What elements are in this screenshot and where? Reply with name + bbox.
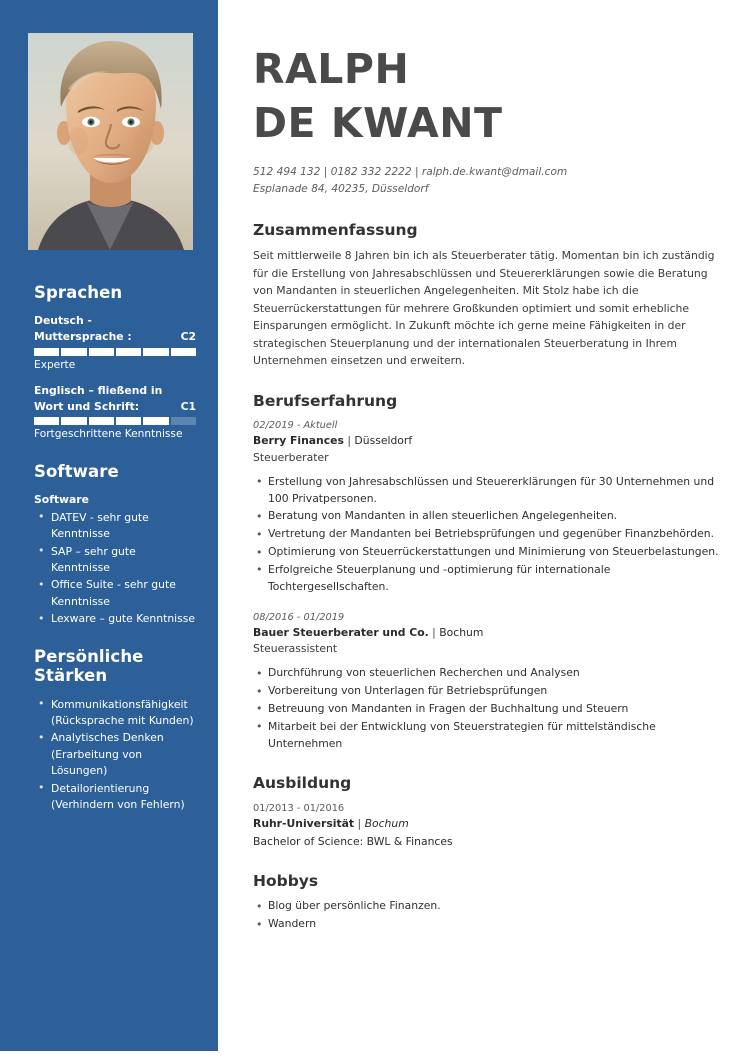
list-item: • Mitarbeit bei der Entwicklung von Steuerstrategien für mittelständische Unternehmen <box>253 719 723 753</box>
list-item: • Optimierung von Steuerrückerstattungen und Minimierung von Steuerbelastungen. <box>253 544 723 561</box>
contact-info <box>253 164 723 198</box>
last-name: DE KWANT <box>253 99 503 148</box>
section-heading-summary: Zusammenfassung <box>253 220 418 239</box>
degree-title: Bachelor of Science: BWL & Finances <box>253 834 453 848</box>
list-item: • Durchführung von steuerlichen Recherchen und Analysen <box>253 665 723 682</box>
experience-entry <box>253 610 723 753</box>
rating-segment <box>34 348 59 356</box>
profile-photo <box>28 33 193 250</box>
language-row <box>34 383 196 414</box>
list-item: • Erstellung von Jahresabschlüssen und Steuererklärungen für 30 Unternehmen und 100 Privatpersonen. <box>253 474 723 508</box>
rating-segment <box>61 348 86 356</box>
section-experience <box>253 392 723 753</box>
sidebar <box>0 0 218 1051</box>
list-item: • Wandern <box>253 916 723 933</box>
language-rating-bar <box>34 417 196 425</box>
list-item: • SAP – sehr gute Kenntnisse <box>34 544 196 577</box>
rating-segment <box>89 417 114 425</box>
sidebar-section-languages <box>34 283 196 443</box>
contact-line-primary: 512 494 132 | 0182 332 2222 | ralph.de.kwant@dmail.com <box>253 166 568 179</box>
entry-organization <box>253 816 723 833</box>
entry-role: Steuerberater <box>253 451 329 465</box>
summary-text: Seit mittlerweile 8 Jahren bin ich als Steuerberater tätig. Momentan bin ich zuständig für die Erstellung von Jahresabschlüssen und Steuererklärungen sowie die Beratung von Mandanten in steuerlichen Angelegenheiten. Mit Stolz habe ich die Steuerrückerstattungen für mehrere Großkunden optimiert und somit erhebliche Einsparungen ermöglicht. In Zukunft möchte ich gerne meine Fähigkeiten in der strategischen Steuerplanung und der internationalen Steuerberatung in Ihrem Unternehmen einsetzen und erweitern. <box>253 249 715 368</box>
list-item: • Betreuung von Mandanten in Fragen der Buchhaltung und Steuern <box>253 701 723 718</box>
list-item: • Vorbereitung von Unterlagen für Betriebsprüfungen <box>253 683 723 700</box>
profile-photo-image <box>28 33 193 250</box>
list-item: • Lexware – gute Kenntnisse <box>34 611 196 627</box>
language-description: Fortgeschrittene Kenntnisse <box>34 428 183 441</box>
rating-segment <box>171 348 196 356</box>
language-name: Englisch – fließend in Wort und Schrift: <box>34 384 163 413</box>
software-sublabel: Software <box>34 493 89 507</box>
separator: | <box>357 817 362 831</box>
experience-bullets <box>253 665 723 752</box>
entry-date: 08/2016 - 01/2019 <box>253 611 345 623</box>
rating-segment <box>143 417 168 425</box>
hobbies-list <box>253 898 723 933</box>
sidebar-section-software <box>34 462 196 628</box>
rating-segment <box>143 348 168 356</box>
strengths-list <box>34 697 196 814</box>
language-name: Deutsch - Muttersprache : <box>34 314 132 344</box>
sidebar-heading-software: Software <box>34 461 119 481</box>
entry-organization <box>253 433 723 450</box>
language-description: Experte <box>34 358 76 371</box>
separator: | <box>347 434 351 448</box>
entry-date: 01/2013 - 01/2016 <box>253 802 345 814</box>
list-item: • Detailorientierung (Verhindern von Fehlern) <box>34 781 196 814</box>
section-summary <box>253 221 723 370</box>
page-title <box>253 0 723 150</box>
section-heading-hobbies: Hobbys <box>253 871 319 890</box>
section-hobbies <box>253 872 723 933</box>
list-item: • Beratung von Mandanten in allen steuerlichen Angelegenheiten. <box>253 508 723 525</box>
sidebar-section-strengths <box>34 647 196 814</box>
list-item: • Erfolgreiche Steuerplanung und -optimierung für internationale Tochtergesellschaften. <box>253 562 723 596</box>
experience-entry <box>253 418 723 595</box>
contact-line-address: Esplanade 84, 40235, Düsseldorf <box>253 183 429 196</box>
language-level: C2 <box>180 330 196 344</box>
main-content <box>253 0 723 934</box>
rating-segment-empty <box>171 417 196 425</box>
rating-segment <box>61 417 86 425</box>
list-item: • Kommunikationsfähigkeit (Rücksprache mit Kunden) <box>34 697 196 730</box>
rating-segment <box>116 348 141 356</box>
education-entry <box>253 801 723 850</box>
entry-organization <box>253 625 723 642</box>
language-item-english <box>34 383 196 443</box>
rating-segment <box>34 417 59 425</box>
first-name: RALPH <box>253 45 410 93</box>
separator: | <box>432 625 436 639</box>
section-education <box>253 774 723 850</box>
section-heading-education: Ausbildung <box>253 774 352 793</box>
company-name: Berry Finances <box>253 434 344 448</box>
list-item: • Vertretung der Mandanten bei Betriebsprüfungen und gegenüber Finanzbehörden. <box>253 526 723 543</box>
section-heading-experience: Berufserfahrung <box>253 391 398 410</box>
list-item: • DATEV - sehr gute Kenntnisse <box>34 510 196 543</box>
rating-segment <box>89 348 114 356</box>
language-rating-bar <box>34 348 196 356</box>
company-name: Bauer Steuerberater und Co. <box>253 625 429 639</box>
experience-bullets <box>253 474 723 596</box>
entry-location: Düsseldorf <box>354 434 413 448</box>
language-level: C1 <box>180 399 196 413</box>
entry-location: Bochum <box>439 625 484 639</box>
rating-segment <box>116 417 141 425</box>
sidebar-heading-strengths: Persönliche Stärken <box>34 646 144 686</box>
school-name: Ruhr-Universität <box>253 817 355 831</box>
sidebar-heading-languages: Sprachen <box>34 283 123 302</box>
list-item: • Office Suite - sehr gute Kenntnisse <box>34 577 196 610</box>
list-item: • Analytisches Denken (Erarbeitung von Lösungen) <box>34 730 196 779</box>
language-item-german <box>34 313 196 373</box>
entry-role: Steuerassistent <box>253 642 338 656</box>
entry-date: 02/2019 - Aktuell <box>253 420 338 432</box>
sidebar-content <box>34 283 196 832</box>
language-row <box>34 313 196 344</box>
entry-location: Bochum <box>364 817 409 831</box>
list-item: • Blog über persönliche Finanzen. <box>253 898 723 915</box>
software-list <box>34 510 196 628</box>
